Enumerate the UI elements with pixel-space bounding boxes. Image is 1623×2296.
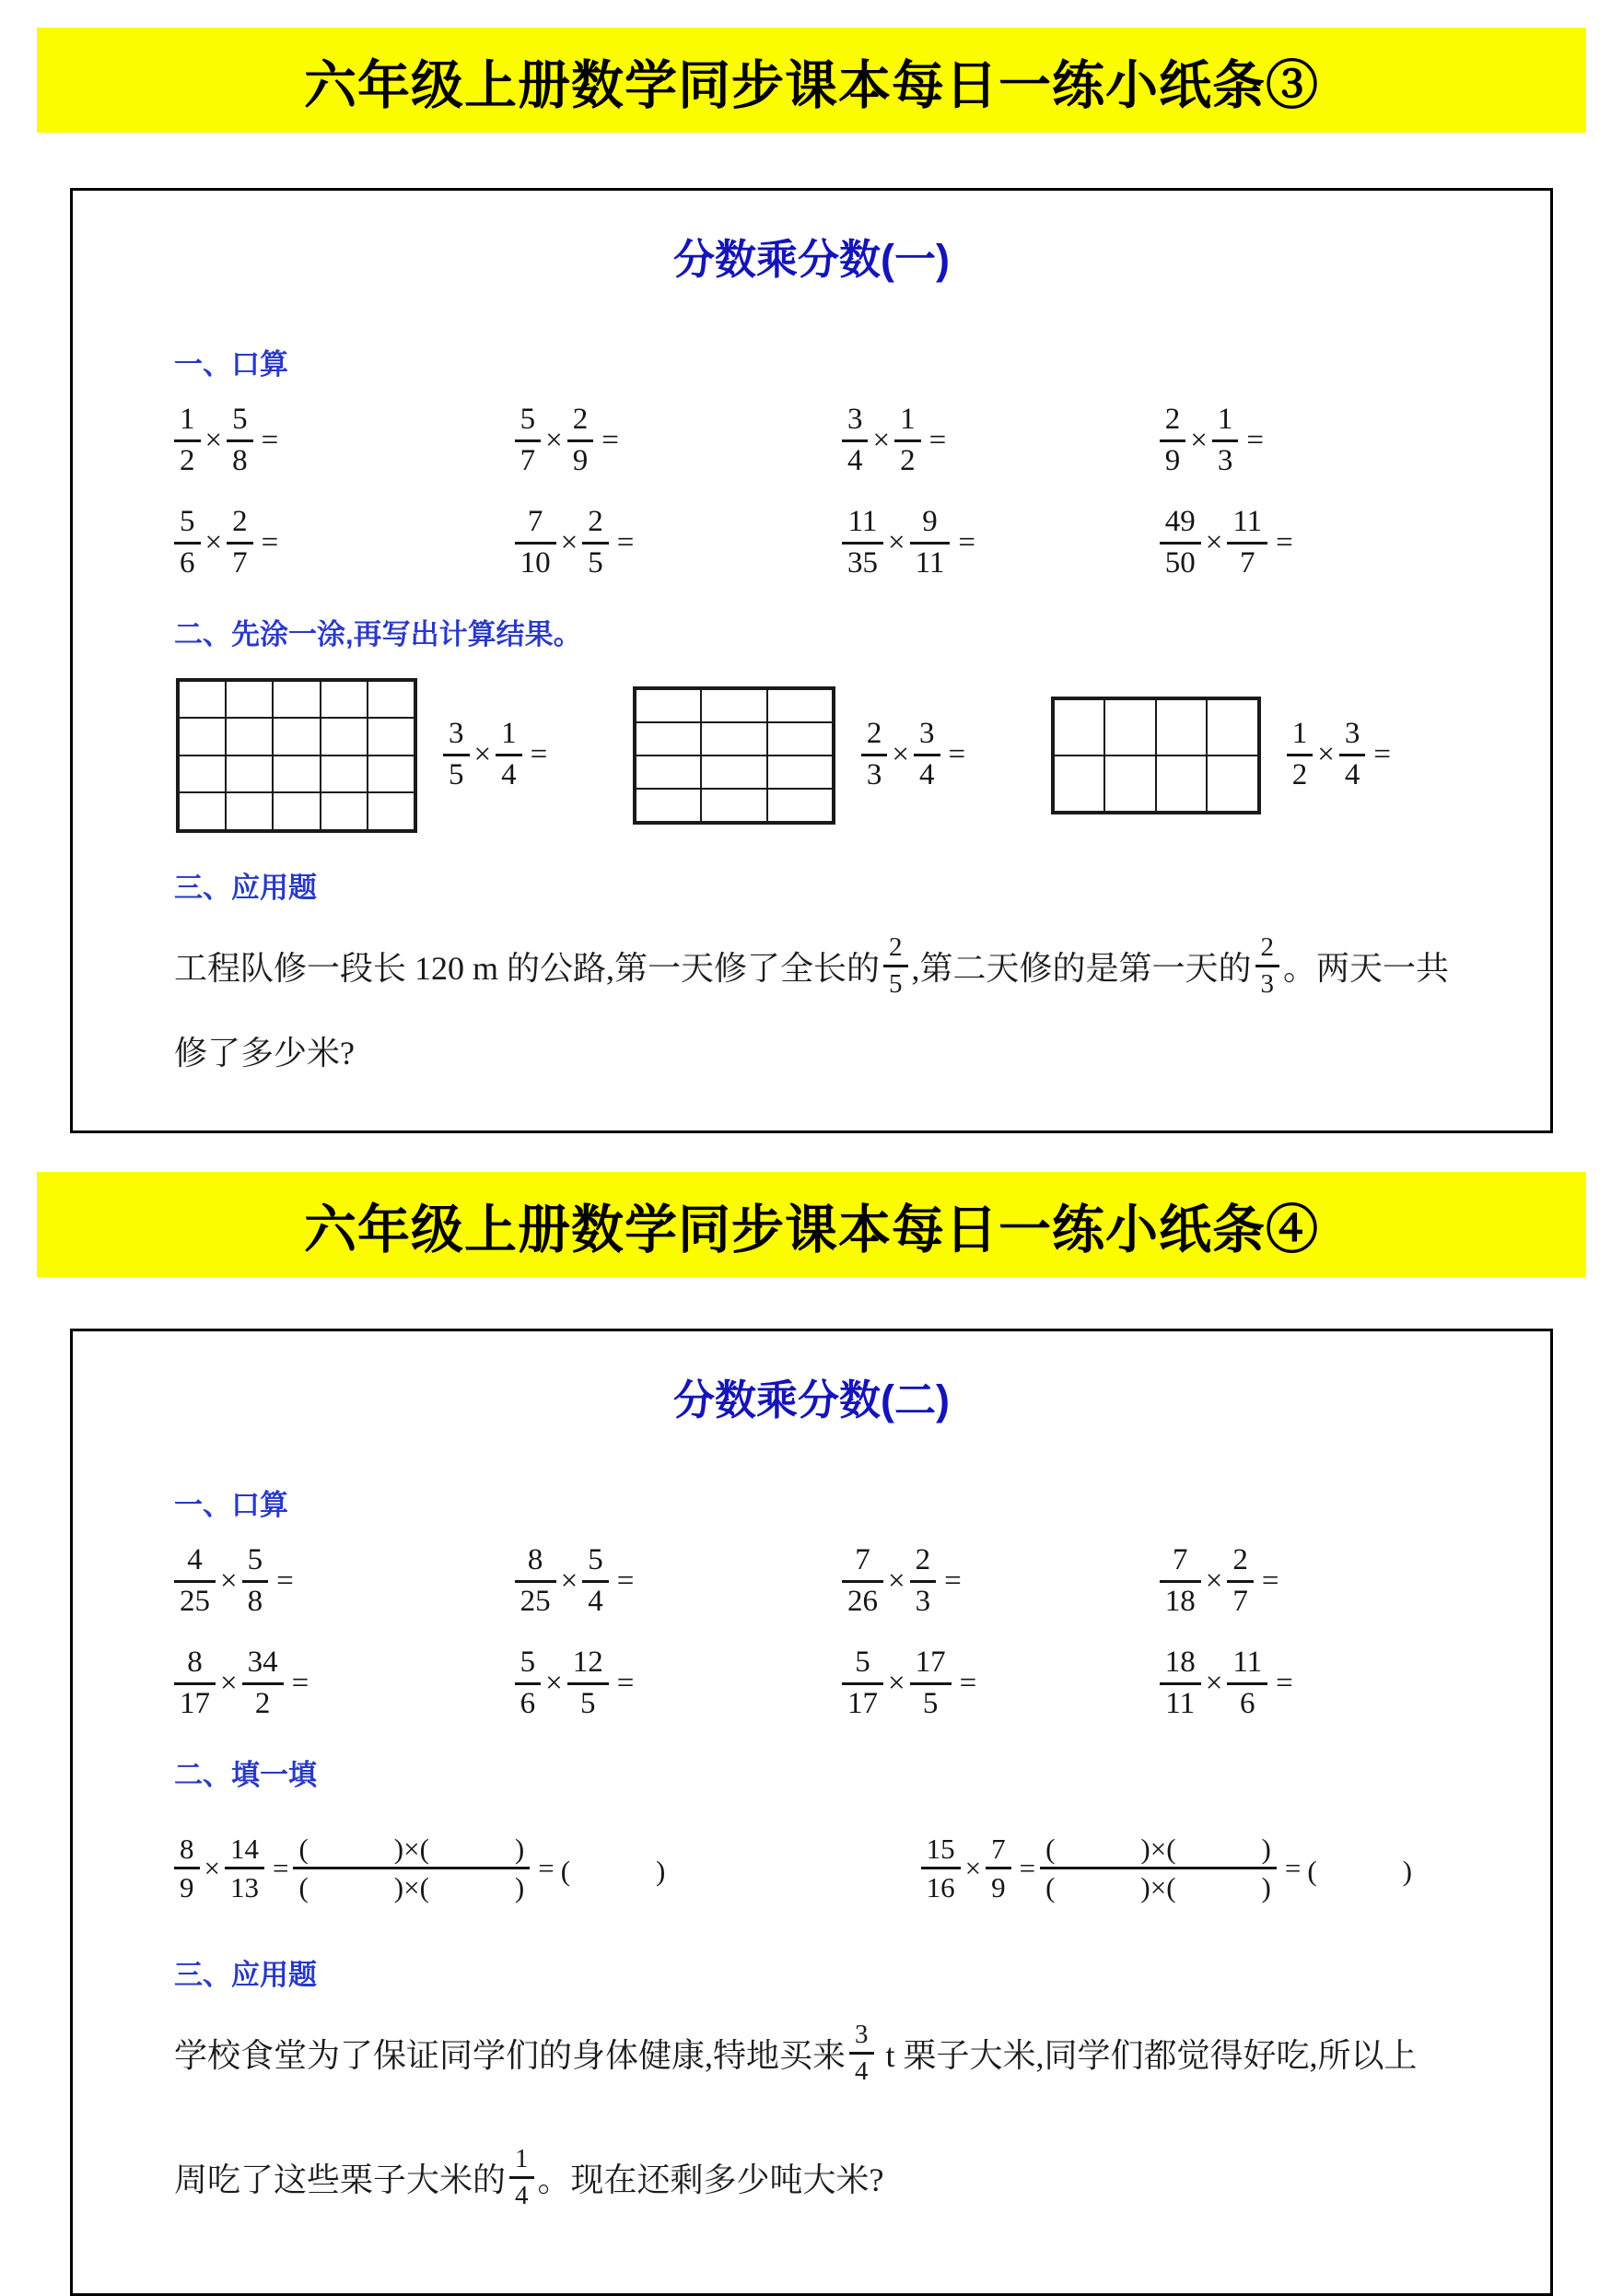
fraction-numerator: 11 (1227, 505, 1267, 545)
multiply-sign: × (473, 738, 492, 772)
fraction (910, 1646, 952, 1722)
fraction (443, 717, 470, 793)
word-problem-line-2 (174, 1022, 1454, 1081)
fraction-numerator: 9 (910, 505, 951, 545)
fraction (174, 1543, 216, 1620)
equals-sign: = (616, 525, 635, 559)
fraction-numerator: 8 (174, 1833, 200, 1870)
grid-cell (701, 689, 766, 722)
multiply-sign: × (964, 1851, 982, 1884)
fraction (225, 1833, 264, 1904)
fraction-numerator: 3 (1339, 717, 1366, 756)
equals-sign: = (601, 423, 619, 457)
grid-cell (226, 681, 273, 719)
fraction (883, 932, 908, 1001)
fraction-denominator: 6 (520, 1686, 536, 1720)
fraction-denominator: 3 (1260, 969, 1275, 1000)
oral-problem (842, 505, 1160, 581)
fraction (842, 505, 883, 581)
fraction-numerator: 15 (921, 1833, 961, 1870)
equals-sign: = (959, 1666, 977, 1700)
multiply-sign: × (204, 525, 223, 559)
fill-blank-fraction (293, 1833, 530, 1904)
fraction-denominator: 5 (889, 969, 903, 1000)
fraction-numerator: 1 (509, 2144, 534, 2179)
fraction-numerator: 34 (242, 1646, 284, 1685)
grid-cell (636, 756, 701, 789)
fraction-numerator: 2 (582, 505, 609, 545)
fraction (242, 1646, 284, 1722)
fraction-denominator: 5 (449, 758, 464, 792)
sheet2-word-problem (174, 2004, 1454, 2229)
fraction-denominator: 7 (1232, 1584, 1248, 1618)
fraction (1255, 932, 1280, 1001)
grid-cell (226, 792, 273, 830)
fraction (567, 1646, 609, 1722)
equals-sign: = (261, 525, 279, 559)
fraction-numerator: 1 (1287, 717, 1314, 756)
grid-cell (636, 722, 701, 756)
fraction-denominator: 7 (520, 443, 536, 477)
fill-problem-1 (174, 1833, 665, 1904)
fraction-numerator: 2 (883, 932, 908, 967)
fraction-denominator: 9 (180, 1871, 194, 1904)
fraction-numerator: 5 (174, 505, 201, 545)
grid-cell (1054, 756, 1105, 812)
multiply-sign: × (220, 1564, 238, 1598)
coloring-grid (1051, 697, 1261, 814)
fraction (515, 505, 556, 581)
fraction-denominator: 3 (915, 1584, 931, 1618)
fraction-numerator: 3 (842, 403, 869, 442)
worksheet-box-1 (70, 188, 1553, 1133)
equals-sign: = (1276, 1666, 1293, 1700)
fraction-numerator: 5 (515, 403, 542, 442)
fill-blank-numerator: ( )×( ) (293, 1833, 530, 1870)
multiply-sign: × (220, 1666, 238, 1700)
oral-problem (174, 403, 515, 479)
equals-sign: = (1276, 525, 1293, 559)
fraction-numerator: 12 (567, 1646, 609, 1685)
fraction (1160, 505, 1201, 581)
grid-cell (1104, 699, 1156, 756)
fraction-denominator: 17 (847, 1686, 878, 1720)
fill-blank-numerator: ( )×( ) (1040, 1833, 1277, 1870)
fraction-numerator: 49 (1160, 505, 1201, 545)
grid-cell (179, 718, 226, 756)
fill-problem-2 (921, 1833, 1412, 1904)
oral-problem (515, 1543, 842, 1620)
grid-cell (636, 789, 701, 822)
fraction (174, 505, 201, 581)
sheet1-word-problem (174, 917, 1454, 1081)
multiply-sign: × (1190, 423, 1208, 457)
equals-sign: = (948, 738, 966, 772)
fraction (1160, 1543, 1201, 1620)
fraction-numerator: 2 (1160, 403, 1186, 442)
fraction-numerator: 1 (174, 403, 201, 442)
word-text: ,第二天修的是第一天的 (911, 950, 1252, 988)
multiply-sign: × (560, 1564, 578, 1598)
fraction-numerator: 8 (174, 1646, 216, 1685)
fraction (496, 717, 522, 793)
fraction (242, 1543, 269, 1620)
fraction (515, 1543, 556, 1620)
equals-sign: = (1019, 1851, 1036, 1884)
word-text: 。两天一共 (1283, 950, 1450, 988)
fraction-numerator: 2 (861, 717, 888, 756)
grid-cell (767, 722, 833, 756)
fraction-denominator: 7 (1239, 545, 1255, 580)
grid-cell (368, 681, 415, 719)
word-text: 学校食堂为了保证同学们的身体健康,特地买来 (174, 2037, 847, 2075)
grid-cell (179, 756, 226, 793)
fraction (174, 403, 201, 479)
multiply-sign: × (1205, 525, 1223, 559)
sheet1-heading-oral: 一、口算 (174, 348, 288, 381)
equals-sign: = (1246, 423, 1264, 457)
fraction (914, 717, 940, 793)
multiply-sign: × (872, 423, 891, 457)
word-text: t 栗子大米,同学们都觉得好吃,所以上 (877, 2037, 1418, 2075)
fraction (582, 505, 609, 581)
coloring-grid (176, 678, 417, 833)
fraction-denominator: 2 (180, 443, 195, 477)
grid-cell (1207, 756, 1258, 812)
fraction (509, 2144, 534, 2212)
grid-cell (321, 792, 368, 830)
word-text: 周吃了这些栗子大米的 (174, 2161, 507, 2199)
fraction-denominator: 18 (1164, 1584, 1196, 1618)
sheet1-heading-word: 三、应用题 (174, 871, 317, 904)
fraction-numerator: 5 (515, 1646, 542, 1685)
fraction (582, 1543, 609, 1620)
coloring-item (633, 686, 970, 825)
equals-sign: = (616, 1666, 635, 1700)
sheet2-title: 分数乘分数(二) (673, 1376, 950, 1423)
fill-blank-denominator: ( )×( ) (298, 1871, 525, 1904)
fraction-denominator: 35 (847, 545, 878, 580)
oral-problem (842, 1543, 1160, 1620)
oral-problem (515, 403, 842, 479)
grid-cell (273, 718, 320, 756)
fraction-denominator: 17 (180, 1686, 210, 1720)
oral-problem (515, 1646, 842, 1722)
fraction-denominator: 4 (847, 443, 863, 477)
equals-sign: = (958, 525, 975, 559)
oral-problem (1160, 403, 1421, 479)
grid-cell (1104, 756, 1156, 812)
oral-problem (842, 403, 1160, 479)
sheet1-oral-problems (73, 403, 1550, 581)
fraction-denominator: 13 (229, 1871, 259, 1904)
grid-cell (226, 756, 273, 793)
grid-cell (701, 722, 766, 756)
fraction-numerator: 1 (894, 403, 921, 442)
fraction-numerator: 2 (1255, 932, 1280, 967)
grid-cell (226, 718, 273, 756)
fraction (842, 403, 869, 479)
equals-sign: = (944, 1564, 962, 1598)
fraction-denominator: 4 (588, 1584, 603, 1618)
fraction-numerator: 3 (849, 2020, 874, 2055)
result-blank: ( ) (1307, 1855, 1412, 1888)
fraction-denominator: 2 (254, 1686, 271, 1720)
sheet2-fill-row (73, 1815, 1550, 1922)
fraction-numerator: 11 (842, 505, 883, 545)
fraction (894, 403, 921, 479)
oral-problem (1160, 505, 1421, 581)
fraction (921, 1833, 961, 1904)
multiply-sign: × (545, 1666, 563, 1700)
fraction (1227, 505, 1267, 581)
fraction-numerator: 14 (225, 1833, 264, 1870)
fraction-numerator: 7 (515, 505, 556, 545)
fraction-numerator: 2 (227, 505, 253, 545)
fraction (515, 403, 542, 479)
fraction (567, 403, 594, 479)
sheet1-title: 分数乘分数(一) (673, 236, 950, 283)
grid-cell (273, 756, 320, 793)
fraction (842, 1543, 883, 1620)
fraction-denominator: 7 (232, 545, 248, 580)
fraction-denominator: 25 (520, 1584, 551, 1618)
fraction-denominator: 50 (1164, 545, 1196, 580)
multiply-sign: × (204, 423, 223, 457)
fraction-denominator: 8 (232, 443, 248, 477)
grid-cell (321, 718, 368, 756)
word-problem-line-1 (174, 917, 1454, 1016)
equals-sign: = (616, 1564, 635, 1598)
fraction-denominator: 4 (919, 758, 935, 792)
multiply-sign: × (892, 738, 909, 772)
fraction-denominator: 6 (180, 545, 195, 580)
fraction (227, 403, 253, 479)
oral-problem (174, 505, 515, 581)
fraction-numerator: 1 (496, 717, 522, 756)
multiply-sign: × (1205, 1564, 1223, 1598)
fraction (1227, 1543, 1254, 1620)
grid-cell (1156, 699, 1208, 756)
sheet2-heading-word: 三、应用题 (174, 1958, 317, 1991)
grid-problem (443, 717, 552, 793)
fraction (986, 1833, 1011, 1904)
fraction-denominator: 4 (501, 758, 517, 792)
fraction-numerator: 5 (842, 1646, 883, 1685)
oral-problem (842, 1646, 1160, 1722)
grid-cell (179, 792, 226, 830)
equals-sign: = (1373, 738, 1391, 772)
fraction (849, 2020, 874, 2088)
sheet2-heading-fill: 二、填一填 (174, 1758, 317, 1791)
fraction-denominator: 11 (1165, 1686, 1196, 1720)
grid-cell (368, 756, 415, 793)
grid-cell (273, 792, 320, 830)
multiply-sign: × (204, 1851, 220, 1884)
oral-problem (174, 1543, 515, 1620)
grid-cell (368, 718, 415, 756)
fraction-denominator: 9 (991, 1871, 1006, 1904)
equals-sign: = (538, 1851, 555, 1884)
fraction-denominator: 9 (1164, 443, 1181, 477)
grid-cell (1054, 699, 1105, 756)
fill-blank-fraction (1040, 1833, 1277, 1904)
grid-cell (1207, 699, 1258, 756)
fraction (227, 505, 253, 581)
fraction-denominator: 3 (1217, 443, 1233, 477)
multiply-sign: × (1205, 1666, 1223, 1700)
fraction (1160, 403, 1186, 479)
grid-cell (321, 681, 368, 719)
grid-problem (861, 717, 970, 793)
grid-cell (767, 689, 833, 722)
fraction-denominator: 2 (900, 443, 916, 477)
fraction-numerator: 3 (443, 717, 470, 756)
grid-cell (1156, 756, 1208, 812)
fraction-denominator: 5 (588, 545, 603, 580)
word-problem-line-2 (174, 2127, 1454, 2229)
equals-sign: = (1261, 1564, 1279, 1598)
grid-cell (321, 756, 368, 793)
coloring-item (1051, 697, 1395, 814)
fraction-denominator: 2 (1291, 758, 1308, 792)
fraction-denominator: 6 (1239, 1686, 1255, 1720)
fraction-numerator: 7 (1160, 1543, 1201, 1583)
fraction-denominator: 26 (847, 1584, 878, 1618)
multiply-sign: × (545, 423, 563, 457)
fraction-numerator: 5 (582, 1543, 609, 1583)
fraction (1227, 1646, 1267, 1722)
grid-cell (273, 681, 320, 719)
fraction-numerator: 5 (242, 1543, 269, 1583)
oral-problem (174, 1646, 515, 1722)
multiply-sign: × (560, 525, 578, 559)
word-text: 修了多少米? (174, 1035, 355, 1072)
word-problem-line-1 (174, 2004, 1454, 2103)
fraction-numerator: 4 (174, 1543, 216, 1583)
fraction (174, 1833, 200, 1904)
fraction-numerator: 2 (1227, 1543, 1254, 1583)
fraction-numerator: 2 (567, 403, 594, 442)
fraction-denominator: 4 (855, 2056, 869, 2087)
word-text: 。现在还剩多少吨大米? (537, 2161, 884, 2199)
fraction-numerator: 11 (1227, 1646, 1267, 1685)
fraction-denominator: 16 (926, 1871, 955, 1904)
grid-cell (179, 681, 226, 719)
equals-sign: = (276, 1564, 294, 1598)
fraction-numerator: 17 (910, 1646, 952, 1685)
fraction-numerator: 1 (1212, 403, 1239, 442)
fraction (910, 1543, 937, 1620)
fraction (1339, 717, 1366, 793)
sheet1-heading-coloring: 二、先涂一涂,再写出计算结果。 (174, 617, 582, 650)
equals-sign: = (261, 423, 279, 457)
fraction (1160, 1646, 1201, 1722)
fraction-denominator: 5 (922, 1686, 939, 1720)
word-text: 工程队修一段长 120 m 的公路,第一天修了全长的 (174, 950, 881, 988)
banner-strip-4: 六年级上册数学同步课本每日一练小纸条④ (37, 1172, 1586, 1277)
fraction-denominator: 10 (520, 545, 551, 580)
fraction (515, 1646, 542, 1722)
multiply-sign: × (887, 1564, 905, 1598)
equals-sign: = (291, 1666, 309, 1700)
grid-cell (368, 792, 415, 830)
fraction-numerator: 2 (910, 1543, 937, 1583)
oral-problem (515, 505, 842, 581)
fraction-numerator: 7 (986, 1833, 1011, 1870)
grid-cell (701, 789, 766, 822)
multiply-sign: × (1317, 738, 1335, 772)
fraction-numerator: 8 (515, 1543, 556, 1583)
oral-problem (1160, 1646, 1421, 1722)
fill-blank-denominator: ( )×( ) (1045, 1871, 1271, 1904)
result-blank: ( ) (560, 1855, 666, 1888)
fraction-denominator: 4 (515, 2181, 529, 2211)
coloring-grid (633, 686, 835, 825)
grid-cell (701, 756, 766, 789)
sheet2-oral-problems (73, 1543, 1550, 1722)
sheet2-heading-oral: 一、口算 (174, 1489, 288, 1521)
fraction (1287, 717, 1314, 793)
grid-cell (767, 756, 833, 789)
fraction-numerator: 18 (1160, 1646, 1201, 1685)
fraction-numerator: 7 (842, 1543, 883, 1583)
fraction-denominator: 8 (247, 1584, 263, 1618)
equals-sign: = (272, 1851, 289, 1884)
grid-cell (636, 689, 701, 722)
equals-sign: = (530, 738, 548, 772)
fraction-denominator: 4 (1344, 758, 1360, 792)
worksheet-box-2 (70, 1329, 1553, 2296)
fraction-denominator: 5 (579, 1686, 596, 1720)
grid-problem (1287, 717, 1395, 793)
fraction (861, 717, 888, 793)
multiply-sign: × (887, 1666, 905, 1700)
fraction-denominator: 11 (915, 545, 945, 580)
fraction-numerator: 5 (227, 403, 253, 442)
fraction (842, 1646, 883, 1722)
equals-sign: = (928, 423, 947, 457)
fraction-denominator: 25 (180, 1584, 210, 1618)
fraction (174, 1646, 216, 1722)
grid-cell (767, 789, 833, 822)
fraction-numerator: 3 (914, 717, 940, 756)
equals-sign: = (1284, 1851, 1302, 1884)
coloring-item (176, 678, 552, 833)
sheet1-coloring-row (73, 676, 1550, 835)
oral-problem (1160, 1543, 1421, 1620)
fraction-denominator: 3 (866, 758, 882, 792)
banner-strip-3: 六年级上册数学同步课本每日一练小纸条③ (37, 28, 1586, 133)
fraction (910, 505, 951, 581)
fraction (1212, 403, 1239, 479)
fraction-denominator: 9 (572, 443, 589, 477)
multiply-sign: × (887, 525, 905, 559)
